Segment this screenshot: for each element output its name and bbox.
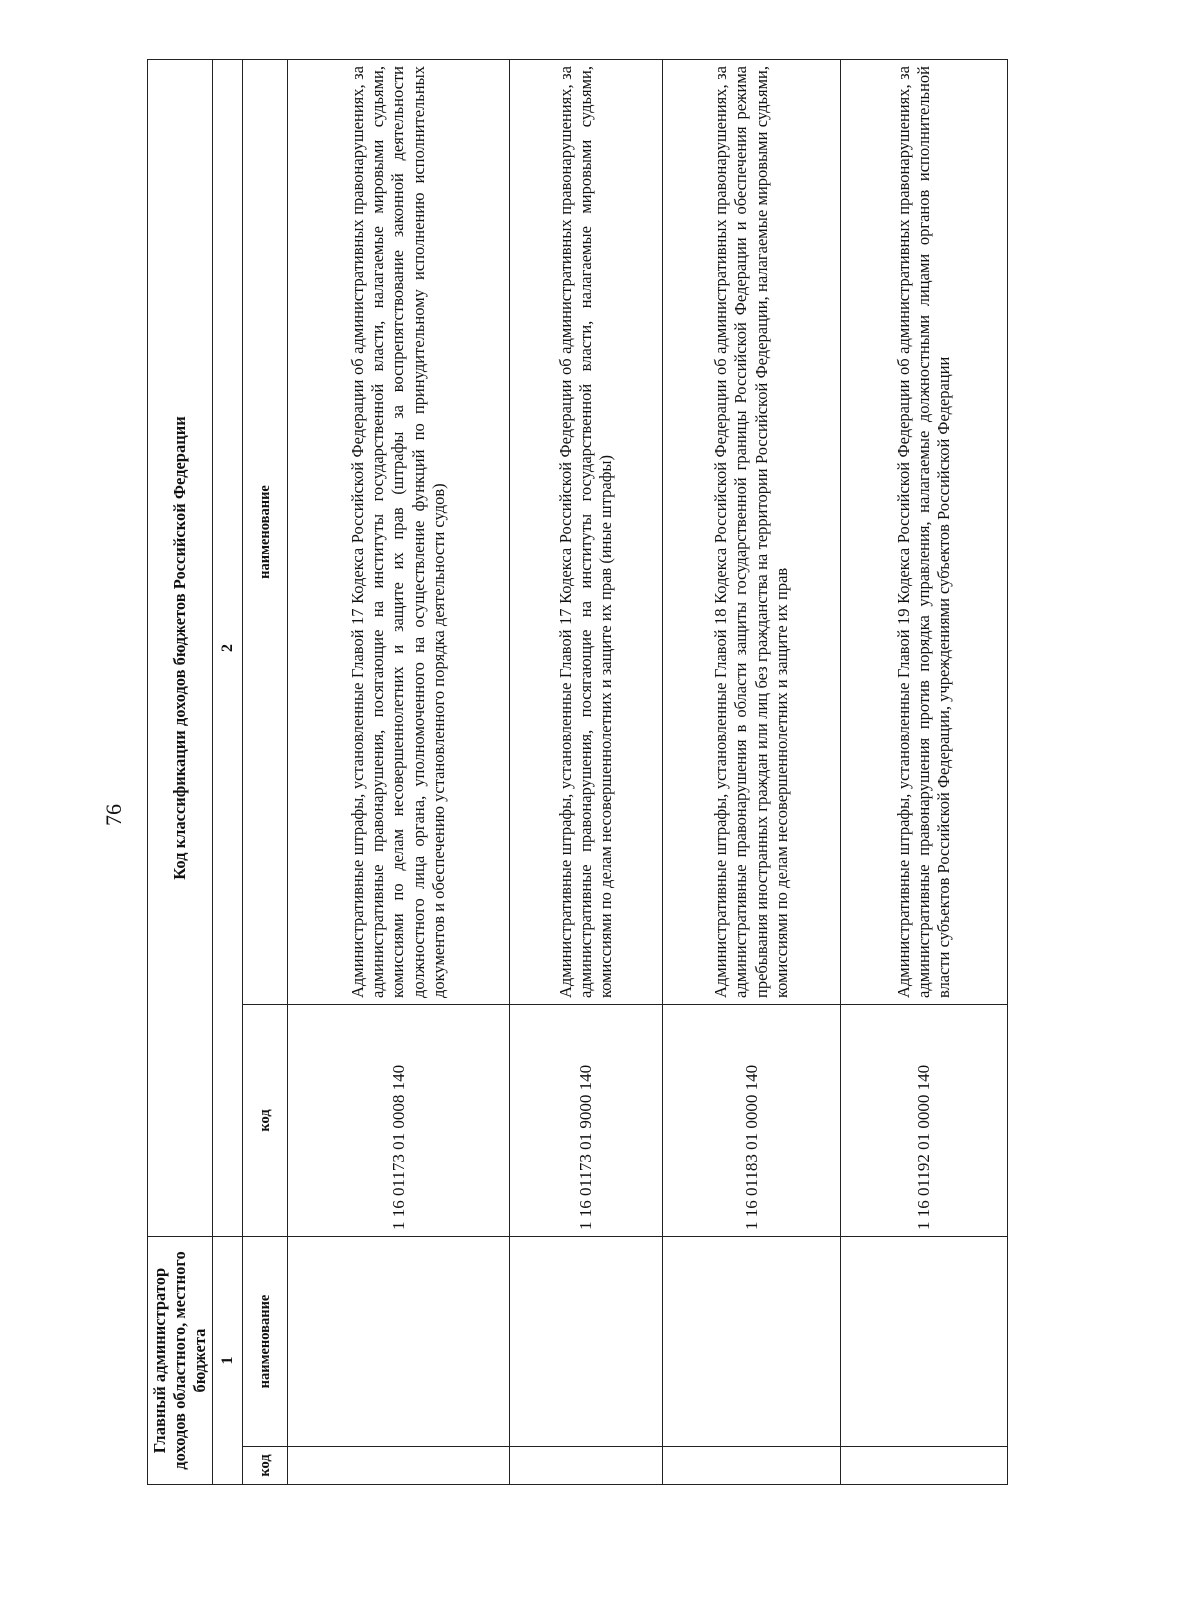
row-class-code: 1 16 01173 01 9000 140 [510,1005,663,1237]
header-admin-title: Главный администратор доходов областного, местного бюджета [148,1237,213,1485]
header-column-number-1: 1 [213,1237,243,1485]
row-admin-name [510,1237,663,1447]
table-row [841,60,1008,1485]
row-class-code: 1 16 01192 01 0000 140 [841,1005,1008,1237]
row-description: Административные штрафы, установленные Главой 17 Кодекса Российской Федерации об административных правонарушениях, за административные правонарушения, посягающие на институты государственной власти, налагаемые мировыми судьями, комиссиями по делам несовершеннолетних и защите их прав (иные штрафы) [510,60,663,1005]
row-class-code: 1 16 01173 01 0008 140 [288,1005,510,1237]
row-admin-name [841,1237,1008,1447]
row-description: Административные штрафы, установленные Главой 19 Кодекса Российской Федерации об административных правонарушениях, за административные правонарушения против порядка управления, налагаемые должностными лицами органов исполнительной власти субъектов Российской Федерации, учреждениями субъектов Российской Федерации [841,60,1008,1005]
row-admin-name [663,1237,841,1447]
header-column-number-2: 2 [213,60,243,1237]
row-admin-code [663,1447,841,1485]
header-admin-code: код [243,1447,288,1485]
row-admin-code [841,1447,1008,1485]
row-class-code: 1 16 01183 01 0000 140 [663,1005,841,1237]
header-class-code: код [243,1005,288,1237]
rotated-sheet [147,60,1007,1485]
table-row [288,60,510,1485]
table-row [663,60,841,1485]
row-description: Административные штрафы, установленные Главой 18 Кодекса Российской Федерации об административных правонарушениях, за административные правонарушения в области защиты государственной границы Российской Федерации и обеспечения режима пребывания иностранных граждан или лиц без гражданства на территории Российской Федерации, налагаемые мировыми судьями, комиссиями по делам несовершеннолетних и защите их прав [663,60,841,1005]
row-description: Административные штрафы, установленные Главой 17 Кодекса Российской Федерации об административных правонарушениях, за административные правонарушения, посягающие на институты государственной власти, налагаемые мировыми судьями, комиссиями по делам несовершеннолетних и защите их прав (штрафы за воспрепятствование законной деятельности должностного лица органа, уполномоченного на осуществление функций по принудительному исполнению исполнительных документов и обеспечению установленного порядка деятельности судов) [288,60,510,1005]
header-classification-title: Код классификации доходов бюджетов Российской Федерации [148,60,213,1237]
row-admin-code [288,1447,510,1485]
table-row [510,60,663,1485]
header-admin-name: наименование [243,1237,288,1447]
row-admin-name [288,1237,510,1447]
page-number: 76 [101,804,126,826]
row-admin-code [510,1447,663,1485]
revenue-classification-table [147,59,1008,1485]
header-class-name: наименование [243,60,288,1005]
